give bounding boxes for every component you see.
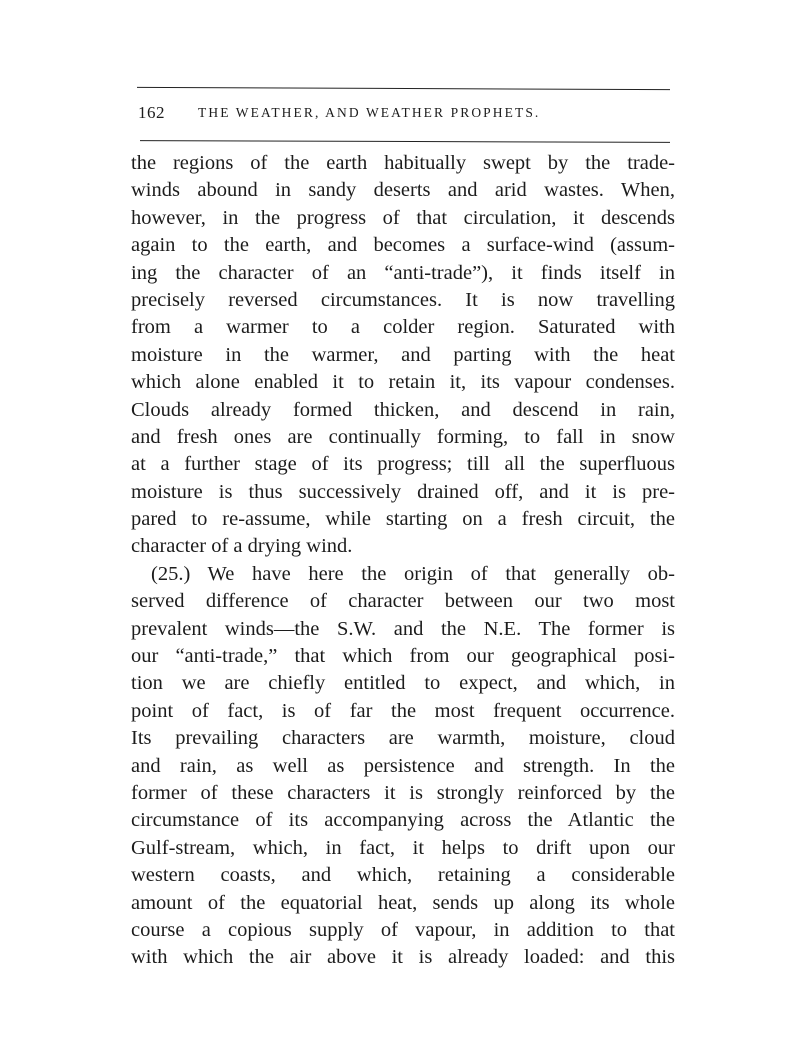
text-line: moisture in the warmer, and parting with the heat	[131, 343, 675, 366]
text-line: circumstance of its accompanying across the Atlantic the	[131, 809, 675, 832]
text-line: the regions of the earth habitually swept by the trade-	[131, 152, 675, 174]
text-line: pared to re-assume, while starting on a fresh circuit, the	[131, 508, 675, 531]
header-bottom-rule	[140, 140, 670, 143]
text-line: tion we are chiefly entitled to expect, and which, in	[131, 672, 675, 695]
text-line: which alone enabled it to retain it, its vapour condenses.	[131, 371, 675, 394]
text-line: from a warmer to a colder region. Saturated with	[131, 316, 675, 339]
text-line: course a copious supply of vapour, in addition to that	[131, 918, 675, 941]
page-number: 162	[138, 103, 165, 122]
text-line: however, in the progress of that circulation, it descends	[131, 206, 675, 229]
text-line: at a further stage of its progress; till all the superfluous	[131, 453, 675, 476]
text-line: ing the character of an “anti-trade”), it finds itself in	[131, 261, 675, 284]
text-line: amount of the equatorial heat, sends up along its whole	[131, 891, 675, 914]
text-line: winds abound in sandy deserts and arid wastes. When,	[131, 179, 675, 202]
text-line: Gulf-stream, which, in fact, it helps to drift upon our	[131, 836, 675, 859]
paragraph-first-line: (25.) We have here the origin of that generally ob-	[151, 562, 675, 585]
text-line: again to the earth, and becomes a surface-wind (assum-	[131, 234, 675, 257]
text-line: Clouds already formed thicken, and descend in rain,	[131, 398, 675, 421]
text-line: prevalent winds—the S.W. and the N.E. The former is	[131, 617, 675, 640]
text-line: with which the air above it is already loaded: and this	[131, 946, 675, 969]
running-title: THE WEATHER, AND WEATHER PROPHETS.	[198, 105, 541, 120]
text-line: point of fact, is of far the most frequent occurrence.	[131, 699, 675, 722]
paragraph-last-line: character of a drying wind.	[131, 535, 353, 558]
text-line: our “anti-trade,” that which from our geographical posi-	[131, 645, 675, 668]
text-line: and rain, as well as persistence and strength. In the	[131, 754, 675, 777]
body-text	[131, 150, 675, 972]
text-line: served difference of character between our two most	[131, 590, 675, 613]
text-line: and fresh ones are continually forming, to fall in snow	[131, 425, 675, 448]
text-line: western coasts, and which, retaining a considerable	[131, 864, 675, 887]
text-line: Its prevailing characters are warmth, moisture, cloud	[131, 727, 675, 750]
running-head	[138, 103, 673, 129]
text-line: moisture is thus successively drained off, and it is pre-	[131, 480, 675, 503]
header-top-rule	[137, 87, 670, 90]
text-line: precisely reversed circumstances. It is now travelling	[131, 288, 675, 311]
text-line: former of these characters it is strongly reinforced by the	[131, 781, 675, 804]
